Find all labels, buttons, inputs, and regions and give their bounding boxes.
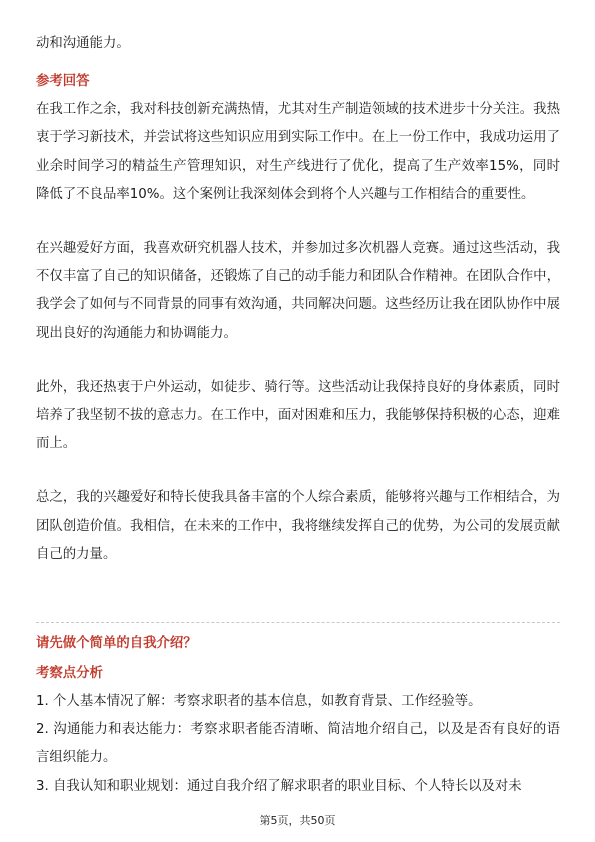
analysis-item-1: 1. 个人基本情况了解：考察求职者的基本信息，如教育背景、工作经验等。 — [36, 694, 482, 709]
answer-paragraph-1: 在我工作之余，我对科技创新充满热情，尤其对生产制造领域的技术进步十分关注。我热衷于学习新技术，并尝试将这些知识应用到实际工作中。在上一份工作中，我成功运用了业余时间学习的精益生产管理知识，对生产线进行了优化，提高了生产效率15%，同时降低了不良品率10%。这个案例让我深刻体会到将个人兴趣与工作相结合的重要性。 — [36, 102, 560, 202]
analysis-item-3: 3. 自我认知和职业规划：通过自我介绍了解求职者的职业目标、个人特长以及对未 — [36, 778, 522, 794]
answer-paragraph-2: 在兴趣爱好方面，我喜欢研究机器人技术，并参加过多次机器人竞赛。通过这些活动，我不仅丰富了自己的知识储备，还锻炼了自己的动手能力和团队合作精神。在团队合作中，我学会了如何与不同背景的同事有效沟通，共同解决问题。这些经历让我在团队协作中展现出良好的沟通能力和协调能力。 — [36, 241, 560, 341]
page-content — [36, 30, 560, 569]
answer-paragraph-4: 总之，我的兴趣爱好和特长使我具备丰富的个人综合素质，能够将兴趣与工作相结合，为团队创造价值。我相信，在未来的工作中，我将继续发挥自己的优势，为公司的发展贡献自己的力量。 — [36, 490, 560, 562]
intro-tail-text: 动和沟通能力。 — [36, 36, 130, 51]
page-number-footer: 第5页，共50页 — [259, 814, 336, 827]
analysis-heading: 考察点分析 — [36, 666, 103, 681]
question-heading: 请先做个简单的自我介绍？ — [36, 636, 197, 651]
answer-paragraph-3: 此外，我还热衷于户外运动，如徒步、骑行等。这些活动让我保持良好的身体素质，同时培养了我坚韧不拔的意志力。在工作中，面对困难和压力，我能够保持积极的心态，迎难而上。 — [36, 379, 560, 452]
answer-heading: 参考回答 — [36, 74, 90, 90]
analysis-item-2: 2. 沟通能力和表达能力：考察求职者能否清晰、简洁地介绍自己，以及是否有良好的语言组织能力。 — [36, 722, 560, 766]
question-section — [36, 626, 560, 801]
section-divider — [36, 622, 560, 623]
